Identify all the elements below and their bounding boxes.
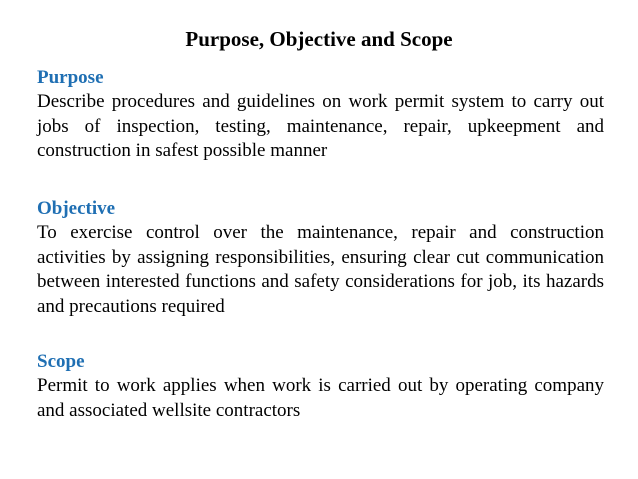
scope-section — [37, 350, 604, 423]
scope-heading: Scope — [37, 351, 85, 372]
slide-title: Purpose, Objective and Scope — [185, 27, 453, 51]
objective-section — [37, 197, 604, 319]
purpose-heading: Purpose — [37, 67, 104, 88]
scope-body: Permit to work applies when work is carried out by operating company and associated wellsite contractors — [37, 375, 604, 421]
objective-body: To exercise control over the maintenance, repair and construction activities by assigning responsibilities, ensuring clear cut communication between interested functions and safety considerations for job, its hazards and precautions required — [37, 222, 604, 317]
purpose-section — [37, 66, 604, 164]
objective-heading: Objective — [37, 198, 116, 219]
purpose-body: Describe procedures and guidelines on work permit system to carry out jobs of inspection, testing, maintenance, repair, upkeepment and construction in safest possible manner — [37, 91, 604, 161]
